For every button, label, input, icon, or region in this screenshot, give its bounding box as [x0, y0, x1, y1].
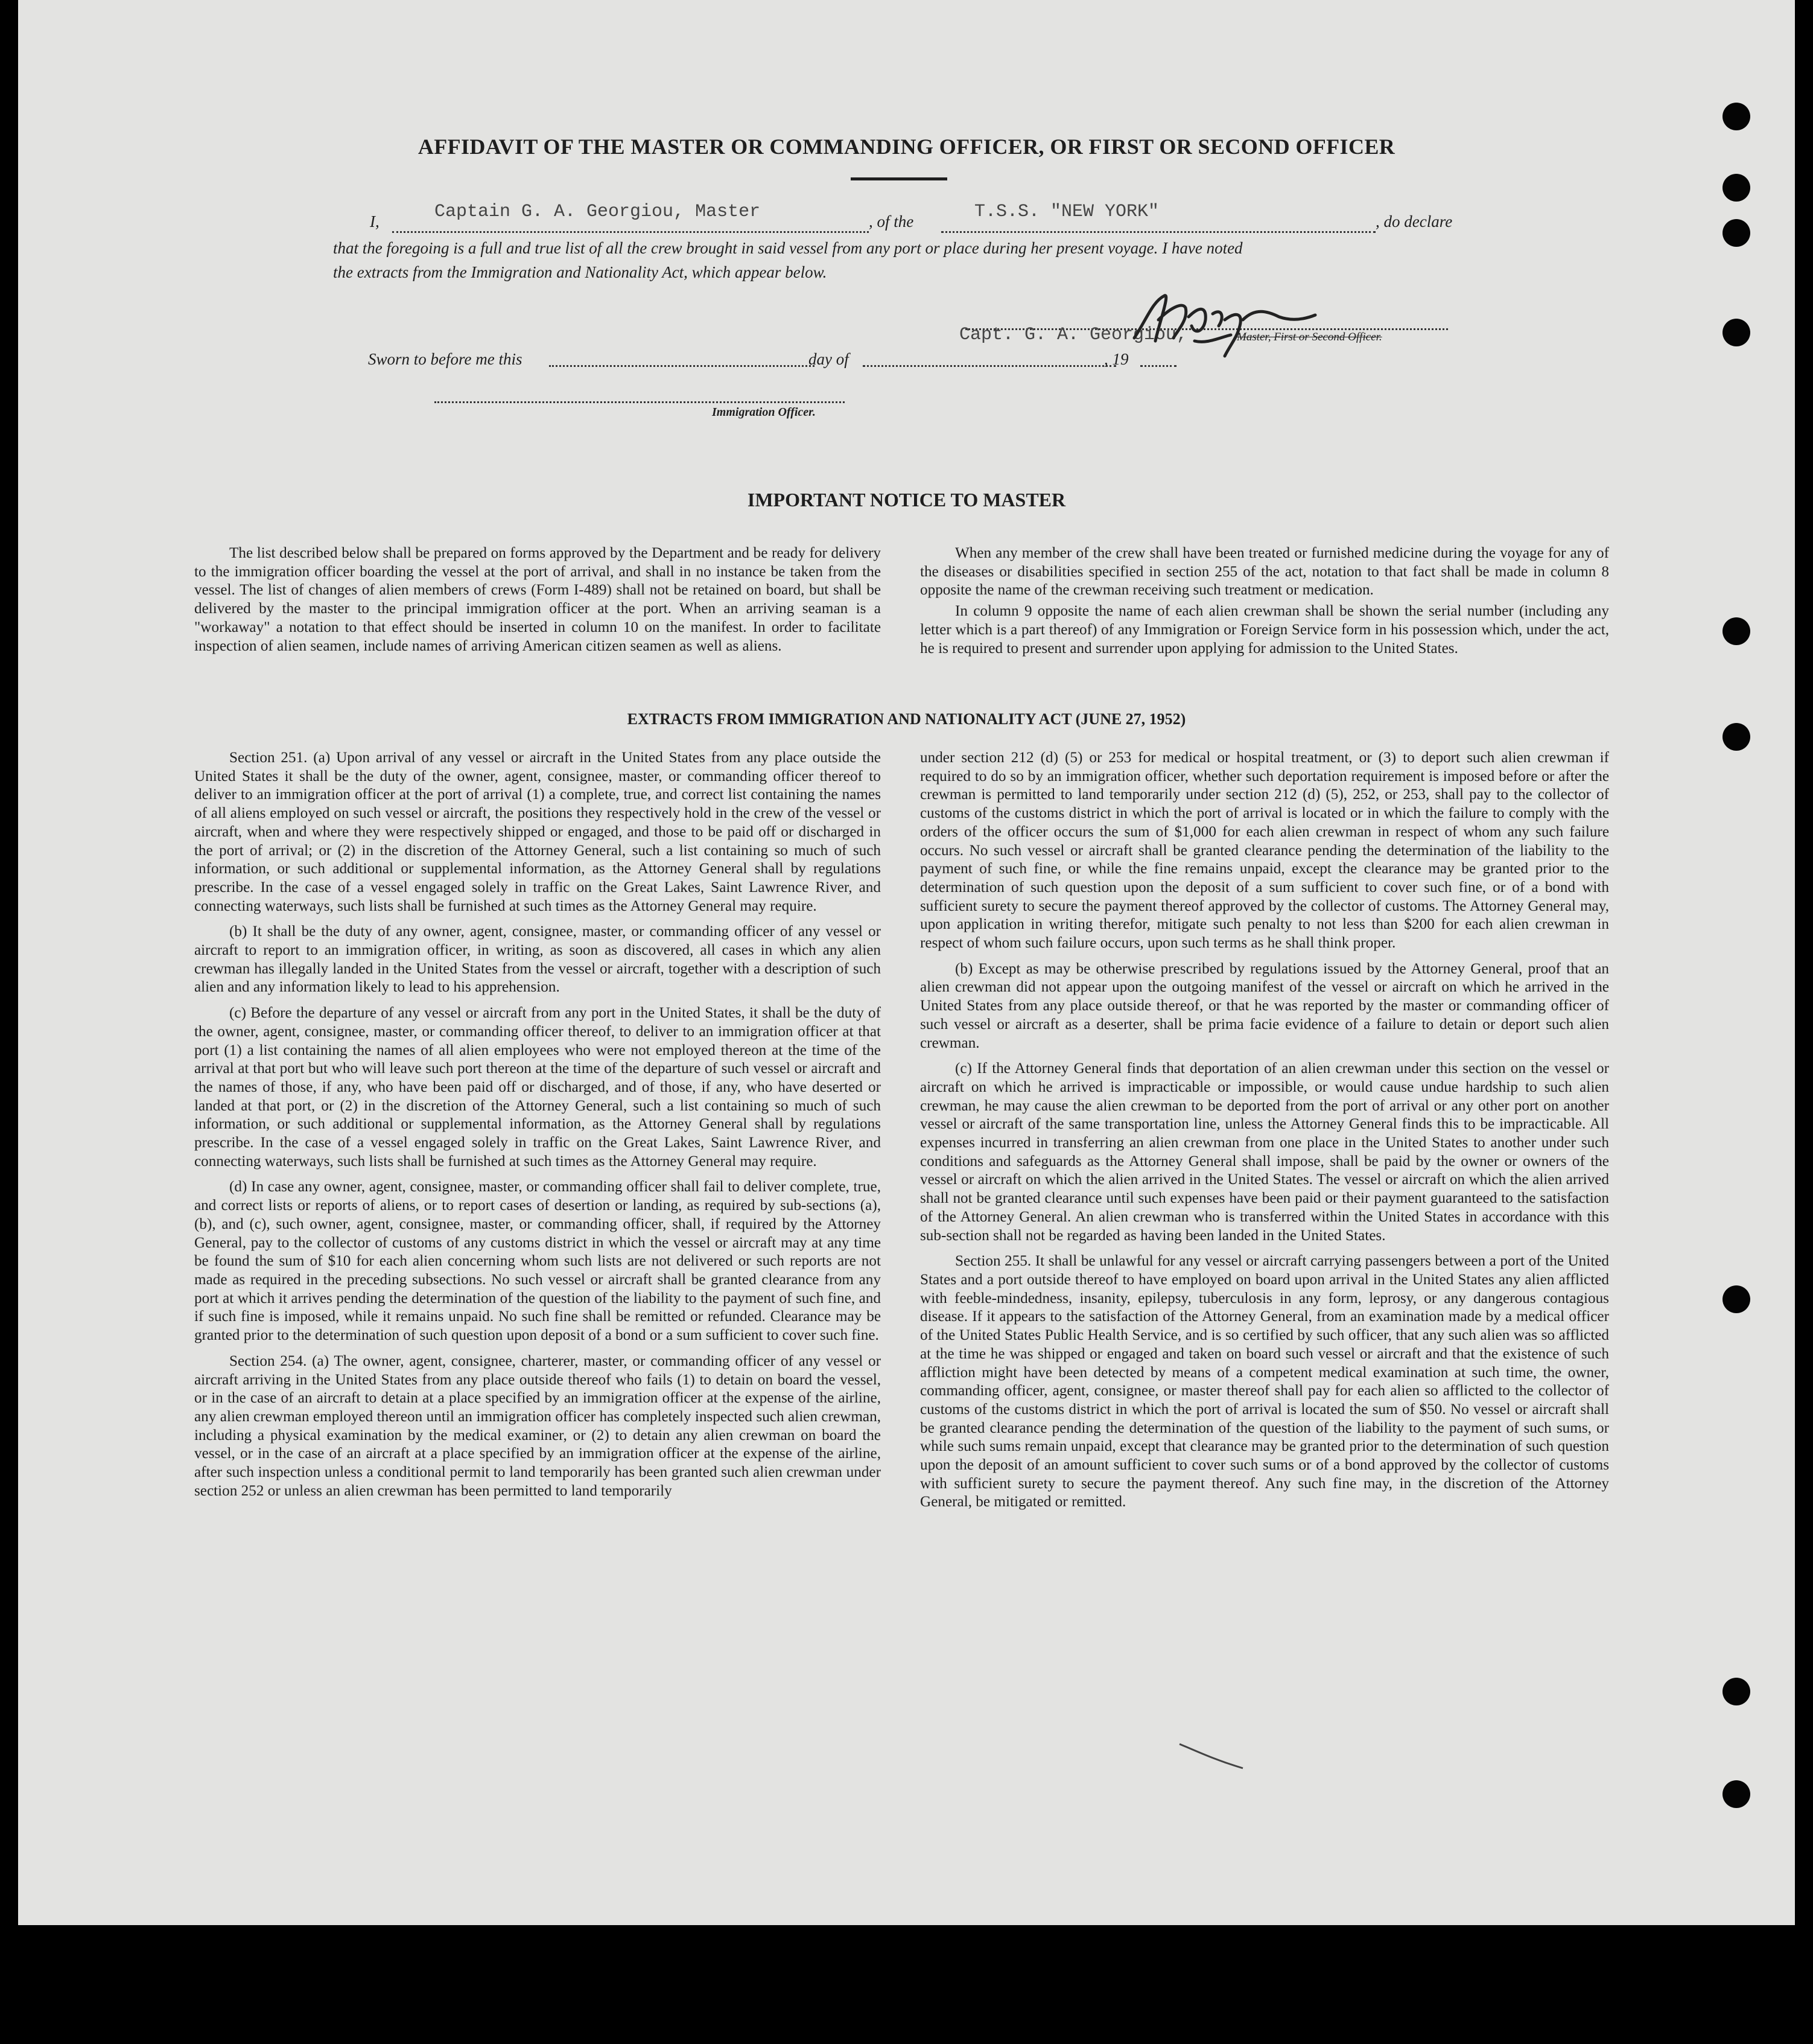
- title-rule: [851, 177, 947, 180]
- binder-hole: [1723, 1780, 1750, 1808]
- master-name: Captain G. A. Georgiou, Master: [434, 202, 761, 222]
- binder-hole: [1723, 174, 1750, 202]
- signer-role: Master, First or Second Officer.: [1237, 331, 1382, 343]
- binder-hole: [1723, 1285, 1750, 1313]
- extracts-right-column: [920, 749, 1609, 1519]
- notice-paragraph: In column 9 opposite the name of each alien crewman shall be shown the serial number (including any letter which is a part thereof) of any Immigration or Foreign Service form in his possession which, under the act, he is required to present and surrender upon applying for admission to the United States.: [920, 603, 1609, 657]
- notice-title: IMPORTANT NOTICE TO MASTER: [747, 489, 1066, 511]
- declaration-text-line-3: the extracts from the Immigration and Nationality Act, which appear below.: [333, 263, 827, 281]
- binder-hole: [1723, 1678, 1750, 1705]
- do-declare-label: , do declare: [1376, 212, 1453, 231]
- document-page: [18, 0, 1795, 1925]
- section-251a: Section 251. (a) Upon arrival of any vessel or aircraft in the United States from any place outside the United States it shall be the duty of the owner, agent, consignee, master, or commanding officer thereof to deliver to an immigration officer at the port of arrival (1) a complete, true, and correct list containing the names of all aliens employed on such vessel or aircraft, the positions they respectively hold in the crew of the vessel or aircraft, when and where they were respectively shipped or engaged, and those to be paid off or discharged in the port of arrival; or (2) in the discretion of the Attorney General, such a list containing so much of such information, or such additional or supplemental information, as the Attorney General shall by regulations prescribe. In the case of a vessel engaged solely in traffic on the Great Lakes, Saint Lawrence River, and connecting waterways, such lists shall be furnished at such times as the Attorney General may require.: [194, 750, 881, 914]
- notice-paragraph: The list described below shall be prepared on forms approved by the Department and be ready for delivery to the immigration officer boarding the vessel at the port of arrival, and shall in no instance be taken from the vessel. The list of changes of alien members of crews (Form I-489) shall not be retained on board, but shall be delivered by the master to the principal immigration officer at the port. When an arriving seaman is a "workaway" a notation to that effect should be inserted in column 10 on the manifest. In order to facilitate inspection of alien seamen, include names of arriving American citizen seamen as well as aliens.: [194, 545, 881, 654]
- section-251b: (b) It shall be the duty of any owner, agent, consignee, master, or commanding officer of any vessel or aircraft to report to an immigration officer, in writing, as soon as discovered, all cases in which any alien crewman has illegally landed in the United States from the vessel or aircraft, together with a description of such alien and any information likely to lead to his apprehension.: [194, 923, 881, 996]
- section-254c: (c) If the Attorney General finds that deportation of an alien crewman under this section on the vessel or aircraft on which he arrived is impracticable or impossible, or would cause undue hardship to such alien crewman, he may cause the alien crewman to be deported from the port of arrival or any other port on another vessel or aircraft of the same transportation line, unless the Attorney General finds this to be impracticable. All expenses incurred in transferring an alien crewman from one place in the United States to another under such conditions and safeguards as the Attorney General shall impose, shall be paid by the owner or owners of the vessel or aircraft on which the alien arrived in the United States. The vessel or aircraft on which the alien arrived shall not be granted clearance until such expenses have been paid or their payment guaranteed to the satisfaction of the Attorney General. An alien crewman who is transferred within the United States in accordance with this sub-section shall not be regarded as having been landed in the United States.: [920, 1060, 1609, 1244]
- binder-hole: [1723, 617, 1750, 645]
- handwritten-signature: [1122, 284, 1321, 362]
- extracts-title: EXTRACTS FROM IMMIGRATION AND NATIONALITY ACT (JUNE 27, 1952): [627, 710, 1186, 728]
- sworn-month-line: [863, 365, 1116, 367]
- affidavit-title: AFFIDAVIT OF THE MASTER OR COMMANDING OFFICER, OR FIRST OR SECOND OFFICER: [418, 135, 1395, 159]
- notice-paragraph: When any member of the crew shall have been treated or furnished medicine during the voyage for any of the diseases or disabilities specified in section 255 of the act, notation to that fact shall be made in column 8 opposite the name of the crewman receiving such treatment or medication.: [920, 545, 1609, 599]
- year-label: , 19: [1104, 350, 1129, 368]
- section-251d: (d) In case any owner, agent, consignee, master, or commanding officer shall fail to deliver complete, true, and correct lists or reports of aliens, or to report cases of desertion or landing, as required by sub-sections (a), (b), and (c), such owner, agent, consignee, master, or commanding officer, shall, if required by the Attorney General, pay to the collector of customs of any customs district in which the vessel or aircraft may at any time be found the sum of $10 for each alien concerning whom such lists are not delivered or such reports are not made as required in the preceding subsections. No such vessel or aircraft shall be granted clearance from any port at which it arrives pending the determination of the question of the liability to the payment of such fine, and if such fine is imposed, while it remains unpaid. No such fine shall be remitted or refunded. Clearance may be granted prior to the determination of such question upon deposit of a bond or a sum sufficient to cover such fine.: [194, 1179, 881, 1344]
- pencil-mark: [1176, 1738, 1249, 1774]
- section-254b: (b) Except as may be otherwise prescribed by regulations issued by the Attorney General, proof that an alien crewman did not appear upon the outgoing manifest of the vessel or aircraft on which he arrived in the United States from any place outside thereof, or that he was reported by the master or commanding officer of such vessel or aircraft as a deserter, shall be prima facie evidence of a failure to detain or deport such alien crewman.: [920, 960, 1609, 1051]
- immigration-officer-line: [434, 401, 845, 403]
- section-254a: Section 254. (a) The owner, agent, consignee, charterer, master, or commanding officer of any vessel or aircraft arriving in the United States from any place outside thereof who fails (1) to detain on board the vessel, or in the case of an aircraft to detain at a place specified by an immigration officer at the expense of the airline, any alien crewman employed thereon until an immigration officer has completely inspected such alien crewman, including a physical examination by the medical examiner, or (2) to detain any alien crewman on board the vessel, or in the case of an aircraft at a place specified by an immigration officer at the expense of the airline, after such inspection unless a conditional permit to land temporarily has been granted such alien crewman under section 252 or unless an alien crewman has been permitted to land temporarily: [194, 1352, 881, 1499]
- sworn-label: Sworn to before me this: [368, 350, 522, 368]
- name-line: [392, 231, 869, 233]
- declaration-text-line-2: that the foregoing is a full and true list of all the crew brought in said vessel from any port or place during her present voyage. I have noted: [333, 239, 1243, 257]
- section-251c: (c) Before the departure of any vessel or aircraft from any port in the United States, it shall be the duty of the owner, agent, consignee, master, or commanding officer thereof, to deliver to an immigration officer at that port (1) a list containing the names of all alien employees who were not employed thereon at the time of the arrival at that port but who will leave such port thereon at the time of the departure of such vessel or aircraft and the names of those, if any, who have been paid off or discharged, and of those, if any, who have deserted or landed at that port, or (2) in the discretion of the Attorney General, such a list containing so much of such information, or such additional or supplemental information, as the Attorney General shall by regulations prescribe. In the case of a vessel engaged solely in traffic on the Great Lakes, Saint Lawrence River, and connecting waterways, such lists shall be furnished at such times as the Attorney General may require.: [194, 1005, 881, 1170]
- notice-right-column: [920, 544, 1609, 665]
- notice-left-column: [194, 544, 881, 663]
- sworn-day-line: [549, 365, 814, 367]
- section-254a-continued: under section 212 (d) (5) or 253 for medical or hospital treatment, or (3) to deport such alien crewman if required to do so by an immigration officer, whether such deportation requirement is imposed before or after the crewman is permitted to land temporarily under section 212 (d) (5), 252, or 253, shall pay to the collector of customs of the customs district in which the port of arrival is located or in which the failure to comply with the orders of the officer occurs the sum of $1,000 for each alien crewman in respect of whom any such failure occurs. No such vessel or aircraft shall be granted clearance pending the determination of the liability to the payment of such fine, or while the fine remains unpaid, except the clearance may be granted prior to the determination of such question upon the deposit of a sum sufficient to cover such fine, or of a bond with sufficient surety to secure the payment thereof approved by the collector of customs. The Attorney General may, upon application in writing therefor, mitigate such penalty to not less than $200 for each alien crewman in respect of whom such failure occurs, upon such terms as he shall think proper.: [920, 750, 1609, 952]
- day-of-label: day of: [808, 350, 849, 368]
- of-the-label: , of the: [869, 212, 914, 231]
- section-255: Section 255. It shall be unlawful for any vessel or aircraft carrying passengers between a port of the United States and a port outside thereof to have employed on board upon arrival in the United States any alien afflicted with feeble-mindedness, insanity, epilepsy, tuberculosis in any form, leprosy, or any dangerous contagious disease. If it appears to the satisfaction of the Attorney General, from an examination made by a medical officer of the United States Public Health Service, and is so certified by such officer, that any such alien was so afflicted at the time he was shipped or engaged and taken on board such vessel or aircraft and that the existence of such affliction might have been detected by means of a competent medical examination at such time, the owner, commanding officer, agent, consignee, or master thereof shall pay for each alien so afflicted to the collector of customs of the customs district in which the port of arrival is located the sum of $50. No vessel or aircraft shall be granted clearance pending the determination of the question of the liability to the payment of such sums, or while such sums remain unpaid, except that clearance may be granted prior to the determination of such question upon the deposit of an amount sufficient to cover such sums or of a bond approved by the collector of customs with sufficient surety to secure the payment thereof. Any such fine may, in the discretion of the Attorney General, be mitigated or remitted.: [920, 1253, 1609, 1511]
- binder-hole: [1723, 103, 1750, 130]
- i-label: I,: [370, 212, 379, 231]
- signed-name: Capt. G. A. Georgiou,: [959, 325, 1188, 345]
- immigration-officer-caption: Immigration Officer.: [712, 406, 816, 419]
- vessel-name: T.S.S. "NEW YORK": [974, 202, 1160, 222]
- binder-hole: [1723, 319, 1750, 346]
- vessel-line: [941, 231, 1376, 233]
- year-line: [1140, 365, 1176, 367]
- binder-hole: [1723, 219, 1750, 247]
- extracts-left-column: [194, 749, 881, 1508]
